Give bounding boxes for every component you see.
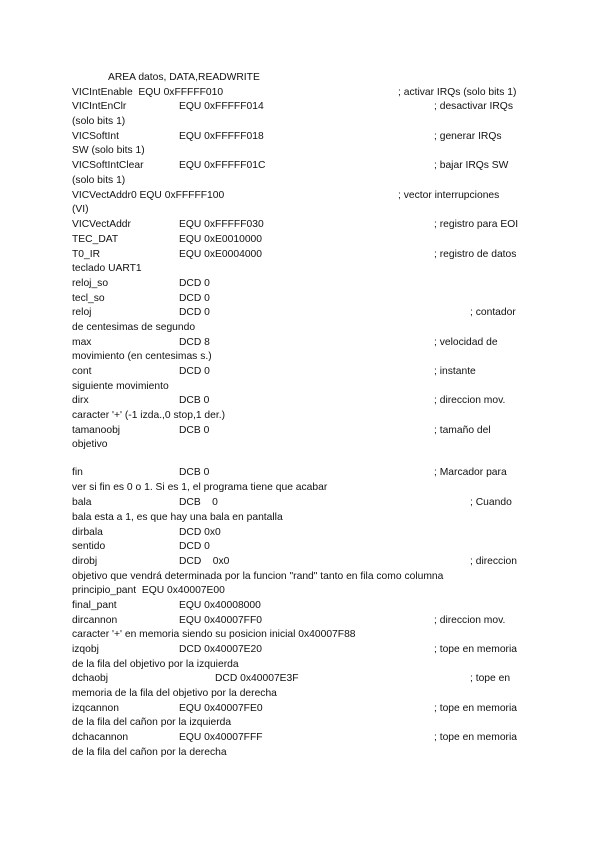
- cont-label: cont: [72, 366, 92, 377]
- t0ir-comment-cont: teclado UART1: [72, 263, 142, 274]
- vicvectaddr0-comment-cont: (VI): [72, 204, 89, 215]
- reloj-comment-cont: de centesimas de segundo: [72, 322, 196, 333]
- cont-comment-cont: siguiente movimiento: [72, 381, 169, 392]
- finalpant-label: final_pant: [72, 600, 117, 611]
- vicvectaddr-comment: ; registro para EOI: [434, 219, 519, 230]
- dchaobj-label: dchaobj: [72, 673, 109, 684]
- dirobj-comment-cont: objetivo que vendrá determinada por la funcion "rand" tanto en fila como columna: [72, 571, 444, 582]
- izqcannon-value: EQU 0x40007FE0: [179, 703, 263, 714]
- dchacannon-label: dchacannon: [72, 732, 129, 743]
- tecdat-label: TEC_DAT: [72, 234, 119, 245]
- reloj-comment: ; contador: [470, 307, 516, 318]
- dircannon-value: EQU 0x40007FF0: [179, 615, 262, 626]
- max-comment: ; velocidad de: [434, 337, 498, 348]
- fin-comment: ; Marcador para: [434, 467, 507, 478]
- tamanoobj-value: DCB 0: [179, 425, 210, 436]
- dircannon-comment-cont: caracter '+' en memoria siendo su posicion inicial 0x40007F88: [72, 629, 356, 640]
- vicintenclr-comment: ; desactivar IRQs: [434, 101, 513, 112]
- dirx-label: dirx: [72, 395, 89, 406]
- dchacannon-value: EQU 0x40007FFF: [179, 732, 263, 743]
- fin-comment-cont: ver si fin es 0 o 1. Si es 1, el programa tiene que acabar: [72, 482, 328, 493]
- izqobj-comment: ; tope en memoria: [434, 644, 517, 655]
- vicvectaddr-value: EQU 0xFFFFF030: [179, 219, 264, 230]
- dircannon-comment: ; direccion mov.: [434, 615, 506, 626]
- dirobj-comment: ; direccion: [470, 556, 517, 567]
- fin-value: DCB 0: [179, 467, 210, 478]
- izqcannon-comment: ; tope en memoria: [434, 703, 517, 714]
- bala-value: DCB 0: [179, 497, 218, 508]
- tamanoobj-comment: ; tamaño del: [434, 425, 491, 436]
- vicsoftintclear-comment: ; bajar IRQs SW: [434, 160, 509, 171]
- reloj-label: reloj: [72, 307, 92, 318]
- izqcannon-comment-cont: de la fila del cañon por la izquierda: [72, 717, 232, 728]
- tamanoobj-comment-cont: objetivo: [72, 439, 108, 450]
- max-comment-cont: movimiento (en centesimas s.): [72, 351, 212, 362]
- cont-comment: ; instante: [434, 366, 476, 377]
- vicsoftintclear-comment-cont: (solo bits 1): [72, 175, 126, 186]
- vicsoftintclear-label: VICSoftIntClear: [72, 160, 144, 171]
- bala-label: bala: [72, 497, 92, 508]
- dirx-comment: ; direccion mov.: [434, 395, 506, 406]
- bala-comment-cont: bala esta a 1, es que hay una bala en pantalla: [72, 512, 283, 523]
- izqobj-label: izqobj: [72, 644, 99, 655]
- bala-comment: ; Cuando: [470, 497, 512, 508]
- vicvectaddr-label: VICVectAddr: [72, 219, 131, 230]
- vicintenclr-comment-cont: (solo bits 1): [72, 116, 126, 127]
- dirx-value: DCB 0: [179, 395, 210, 406]
- relojso-label: reloj_so: [72, 278, 109, 289]
- vicintenable-line: VICIntEnable EQU 0xFFFFF010: [72, 87, 224, 98]
- dirx-comment-cont: caracter '+' (-1 izda.,0 stop,1 der.): [72, 410, 226, 421]
- t0ir-value: EQU 0xE0004000: [179, 249, 263, 260]
- max-value: DCD 8: [179, 337, 210, 348]
- sentido-value: DCD 0: [179, 541, 210, 552]
- vicintenable-comment: ; activar IRQs (solo bits 1): [398, 87, 517, 98]
- vicintenclr-label: VICIntEnClr: [72, 101, 127, 112]
- dchacannon-comment: ; tope en memoria: [434, 732, 517, 743]
- t0ir-label: T0_IR: [72, 249, 101, 260]
- vicsoftint-comment-cont: SW (solo bits 1): [72, 145, 145, 156]
- vicsoftintclear-value: EQU 0xFFFFF01C: [179, 160, 266, 171]
- dirbala-label: dirbala: [72, 527, 103, 538]
- dircannon-label: dircannon: [72, 615, 118, 626]
- t0ir-comment: ; registro de datos: [434, 249, 517, 260]
- vicsoftint-comment: ; generar IRQs: [434, 131, 502, 142]
- izqobj-value: DCD 0x40007E20: [179, 644, 262, 655]
- relojso-value: DCD 0: [179, 278, 210, 289]
- area-directive: AREA datos, DATA,READWRITE: [108, 72, 260, 83]
- vicvectaddr0-comment: ; vector interrupciones: [398, 190, 500, 201]
- vicsoftint-value: EQU 0xFFFFF018: [179, 131, 264, 142]
- dirobj-value: DCD 0x0: [179, 556, 230, 567]
- vicintenclr-value: EQU 0xFFFFF014: [179, 101, 264, 112]
- dchaobj-comment: ; tope en: [470, 673, 511, 684]
- finalpant-value: EQU 0x40008000: [179, 600, 261, 611]
- vicsoftint-label: VICSoftInt: [72, 131, 119, 142]
- tecdat-value: EQU 0xE0010000: [179, 234, 263, 245]
- cont-value: DCD 0: [179, 366, 210, 377]
- tamanoobj-label: tamanoobj: [72, 425, 121, 436]
- dchacannon-comment-cont: de la fila del cañon por la derecha: [72, 747, 227, 758]
- sentido-label: sentido: [72, 541, 106, 552]
- principio-pant-line: principio_pant EQU 0x40007E00: [72, 585, 225, 596]
- fin-label: fin: [72, 467, 83, 478]
- teclso-value: DCD 0: [179, 293, 210, 304]
- izqobj-comment-cont: de la fila del objetivo por la izquierda: [72, 659, 239, 670]
- dchaobj-value: DCD 0x40007E3F: [215, 673, 299, 684]
- reloj-value: DCD 0: [179, 307, 210, 318]
- izqcannon-label: izqcannon: [72, 703, 119, 714]
- dirobj-label: dirobj: [72, 556, 98, 567]
- dirbala-value: DCD 0x0: [179, 527, 221, 538]
- teclso-label: tecl_so: [72, 293, 105, 304]
- vicvectaddr0-line: VICVectAddr0 EQU 0xFFFFF100: [72, 190, 225, 201]
- dchaobj-comment-cont: memoria de la fila del objetivo por la derecha: [72, 688, 277, 699]
- max-label: max: [72, 337, 92, 348]
